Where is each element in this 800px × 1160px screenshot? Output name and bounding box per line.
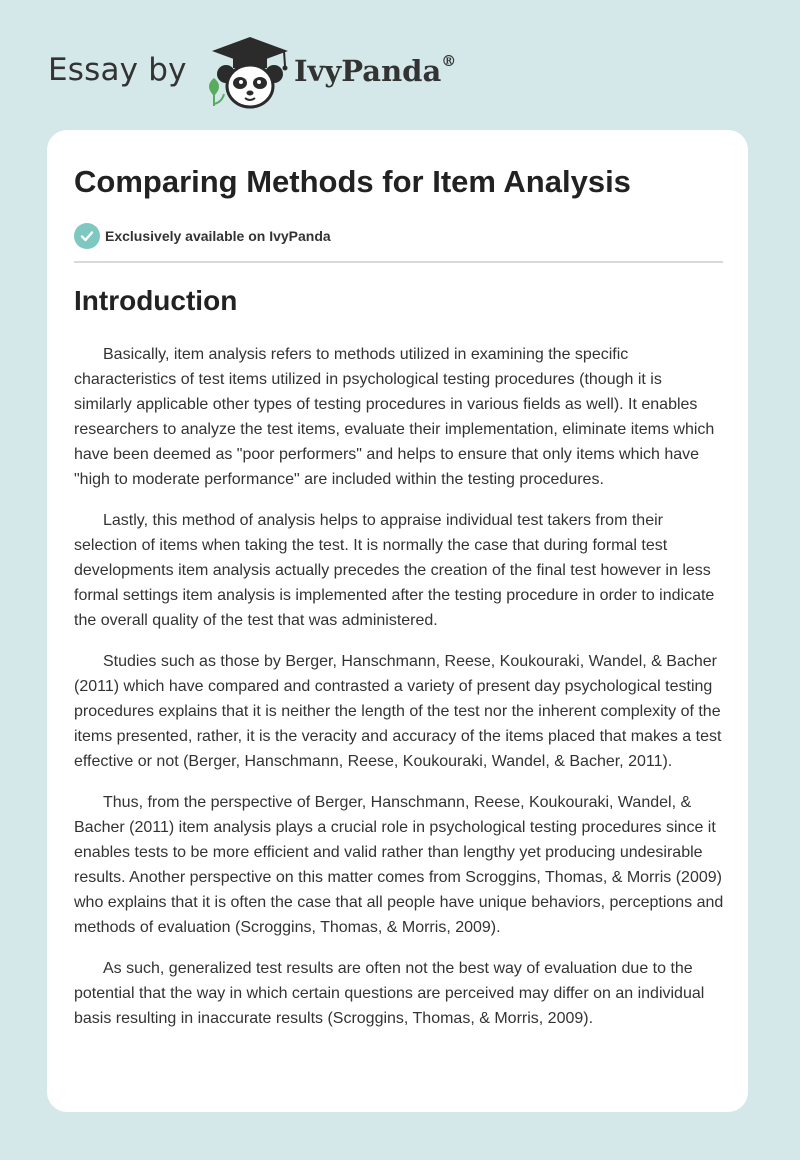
paragraph: Lastly, this method of analysis helps to appraise individual test takers from their selection of items when taking the test. It is normally the case that during formal test developments item analysis actually precedes the creation of the final test however in less formal settings item analysis is implemented after the testing procedure in order to indicate the overall quality of the test that was administered. [74, 512, 715, 629]
badge-label: Exclusively available on IvyPanda [105, 228, 331, 244]
brand-label: IvyPanda [294, 54, 442, 88]
divider [74, 261, 723, 263]
check-icon [74, 223, 100, 249]
paragraph: Studies such as those by Berger, Hanschmann, Reese, Koukouraki, Wandel, & Bacher (2011) which have compared and contrasted a variety of present day psychological testing procedures explains that it is neither the length of the test nor the inherent complexity of the items presented, rather, it is the veracity and accuracy of the items placed that makes a test effective or not (Berger, Hanschmann, Reese, Koukouraki, Wandel, & Bacher, 2011). [74, 653, 722, 770]
essay-card [47, 130, 748, 1112]
essay-body [74, 342, 724, 1047]
essay-by-label: Essay by [48, 52, 187, 88]
paragraph: Basically, item analysis refers to methods utilized in examining the specific characteristics of test items utilized in psychological testing procedures (though it is similarly applicable other types of testing procedures in various fields as well). It enables researchers to analyze the test items, evaluate their implementation, eliminate items which have been deemed as "poor performers" and helps to ensure that only items which have "high to moderate performance" are included within the testing procedures. [74, 346, 715, 488]
section-heading: Introduction [74, 285, 238, 316]
panda-logo-icon[interactable] [202, 34, 294, 110]
brand-name[interactable] [294, 54, 456, 88]
exclusive-badge [74, 223, 331, 249]
paragraph: As such, generalized test results are often not the best way of evaluation due to the potential that the way in which certain questions are perceived may differ on an individual basis resulting in inaccurate results (Scroggins, Thomas, & Morris, 2009). [74, 960, 705, 1027]
registered-mark: ® [441, 52, 457, 71]
page-title: Comparing Methods for Item Analysis [74, 164, 631, 199]
site-header [48, 34, 468, 110]
paragraph: Thus, from the perspective of Berger, Hanschmann, Reese, Koukouraki, Wandel, & Bacher (2011) item analysis plays a crucial role in psychological testing procedures since it enables tests to be more efficient and valid rather than lengthy yet producing undesirable results. Another perspective on this matter comes from Scroggins, Thomas, & Morris (2009) who explains that it is often the case that all people have unique behaviors, perceptions and methods of evaluation (Scroggins, Thomas, & Morris, 2009). [74, 794, 724, 936]
